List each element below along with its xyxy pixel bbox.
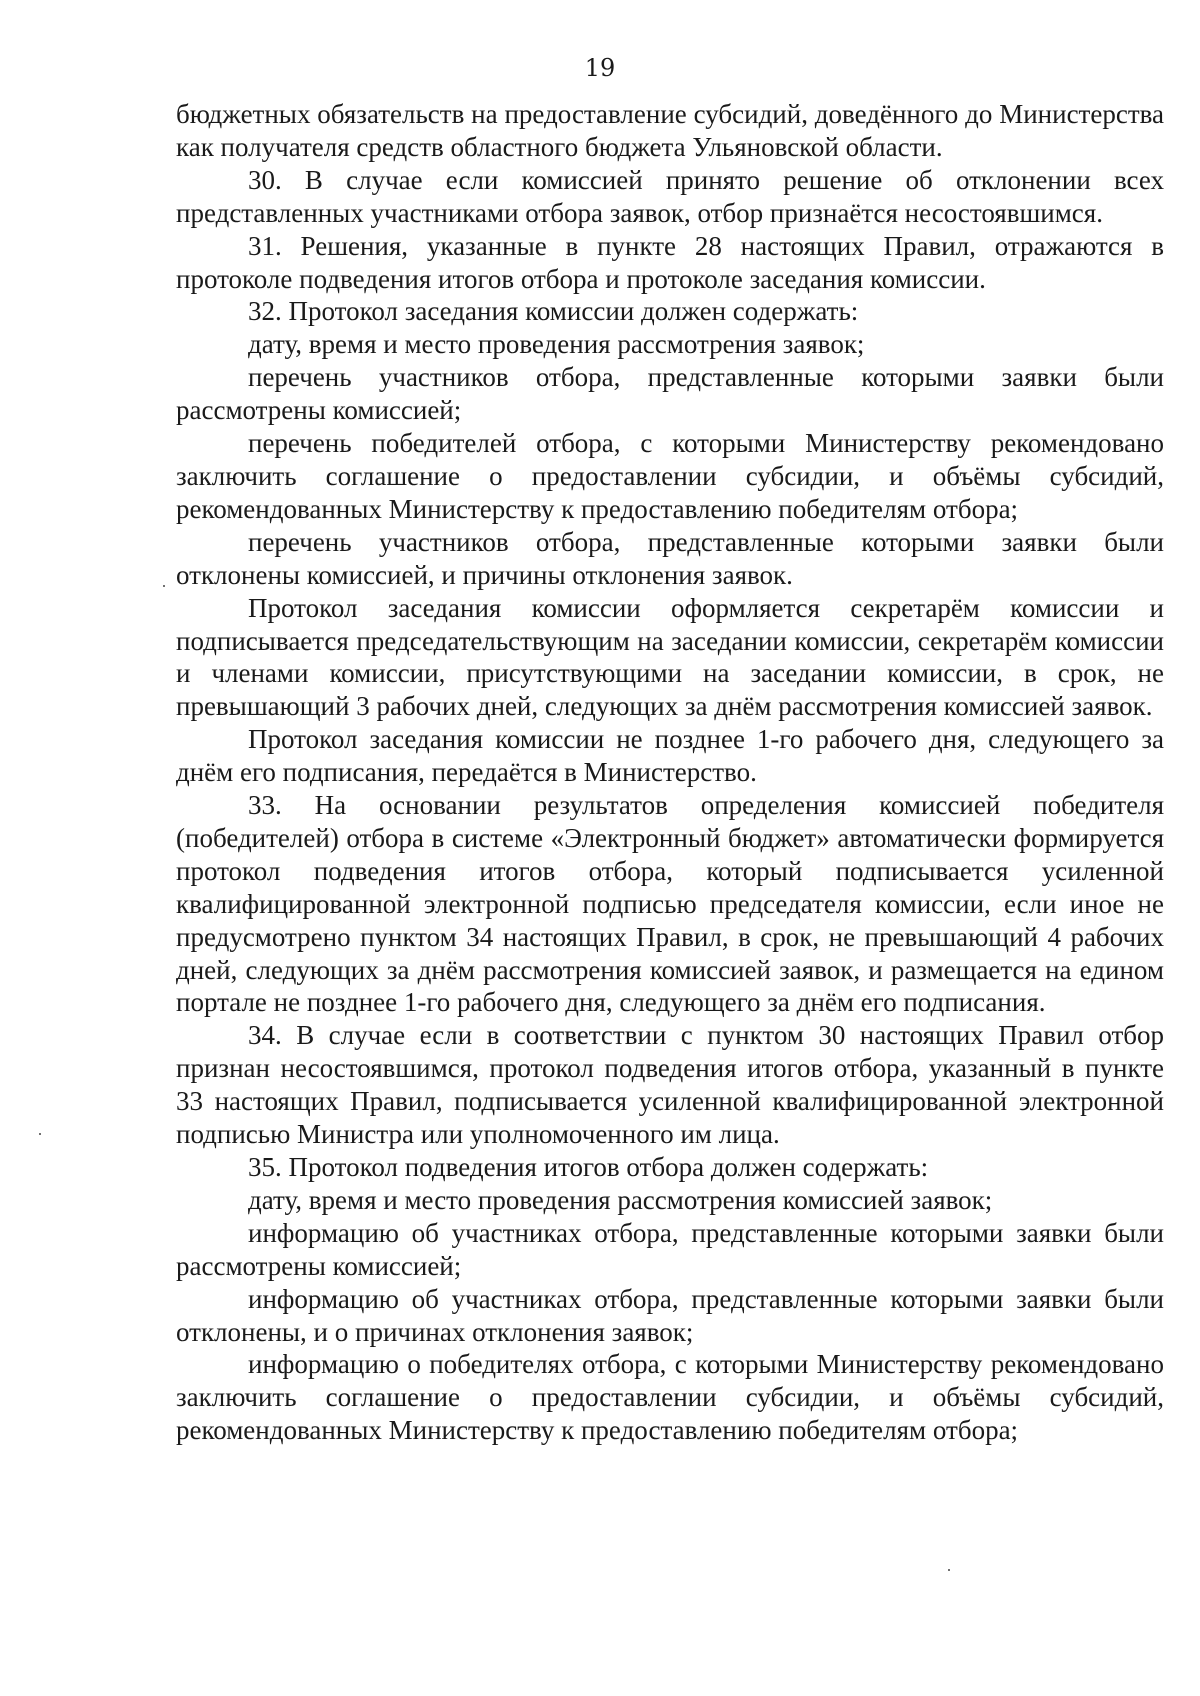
paragraph-list-item: дату, время и место проведения рассмотрения заявок; <box>248 329 865 360</box>
paragraph-list-item: дату, время и место проведения рассмотрения комиссией заявок; <box>248 1184 993 1215</box>
scan-speck <box>39 1133 41 1135</box>
paragraph-protocol-signing: Протокол заседания комиссии оформляется секретарём комиссии и подписывается председательствующим на заседании комиссии, секретарём комиссии и членами комиссии, присутствующими на заседании комиссии, в срок, не превышающий 3 рабочих дней, следующих за днём рассмотрения комиссией заявок. <box>176 592 1164 722</box>
scan-speck <box>948 1569 950 1571</box>
paragraph-protocol-transfer: Протокол заседания комиссии не позднее 1-го рабочего дня, следующего за днём его подписания, передаётся в Министерство. <box>176 724 1164 788</box>
paragraph-list-item: информацию об участниках отбора, представленные которыми заявки были рассмотрены комиссией; <box>176 1217 1164 1281</box>
paragraph-item-34: 34. В случае если в соответствии с пунктом 30 настоящих Правил отбор признан несостоявшимся, протокол подведения итогов отбора, указанный в пункте 33 настоящих Правил, подписывается усиленной квалифицированной электронной подписью Министра или уполномоченного им лица. <box>176 1020 1164 1150</box>
paragraph-list-item: перечень победителей отбора, с которыми Министерству рекомендовано заключить соглашение о предоставлении субсидии, и объёмы субсидий, рекомендованных Министерству к предоставлению победителям отбора; <box>176 428 1164 524</box>
paragraph-item-31: 31. Решения, указанные в пункте 28 настоящих Правил, отражаются в протоколе подведения итогов отбора и протоколе заседания комиссии. <box>176 230 1164 294</box>
paragraph-item-35: 35. Протокол подведения итогов отбора должен содержать: <box>248 1152 929 1182</box>
paragraph-list-item: информацию об участниках отбора, представленные которыми заявки были отклонены, и о причинах отклонения заявок; <box>176 1283 1164 1347</box>
page-number: 19 <box>584 54 616 82</box>
document-body <box>176 98 1164 1447</box>
paragraph-list-item: перечень участников отбора, представленные которыми заявки были рассмотрены комиссией; <box>176 362 1164 426</box>
scan-speck <box>163 585 165 587</box>
paragraph-item-30: 30. В случае если комиссией принято решение об отклонении всех представленных участниками отбора заявок, отбор признаётся несостоявшимся. <box>176 164 1164 228</box>
paragraph-continuation: бюджетных обязательств на предоставление субсидий, доведённого до Министерства как получателя средств областного бюджета Ульяновской области. <box>176 99 1164 162</box>
paragraph-item-33: 33. На основании результатов определения комиссией победителя (победителей) отбора в системе «Электронный бюджет» автоматически формируется протокол подведения итогов отбора, который подписывается усиленной квалифицированной электронной подписью председателя комиссии, если иное не предусмотрено пунктом 34 настоящих Правил, в срок, не превышающий 4 рабочих дней, следующих за днём рассмотрения комиссией заявок, и размещается на едином портале не позднее 1-го рабочего дня, следующего за днём его подписания. <box>176 790 1164 1018</box>
paragraph-item-32: 32. Протокол заседания комиссии должен содержать: <box>248 296 859 327</box>
paragraph-list-item: перечень участников отбора, представленные которыми заявки были отклонены комиссией, и причины отклонения заявок. <box>176 526 1164 590</box>
paragraph-list-item: информацию о победителях отбора, с которыми Министерству рекомендовано заключить соглашение о предоставлении субсидии, и объёмы субсидий, рекомендованных Министерству к предоставлению победителям отбора; <box>176 1349 1164 1446</box>
